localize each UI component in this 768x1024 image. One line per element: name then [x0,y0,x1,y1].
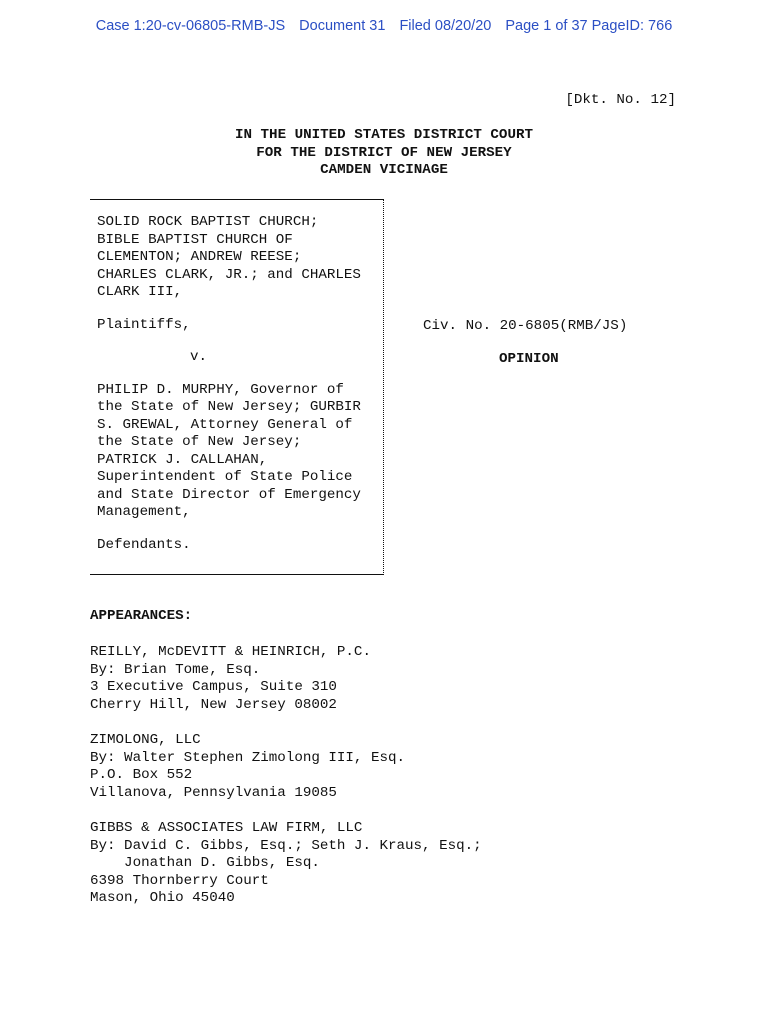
appearances-heading: APPEARANCES: [90,608,193,624]
filing-header [0,18,768,34]
defendants-label: Defendants. [97,536,191,553]
court-line-3: CAMDEN VICINAGE [320,162,448,178]
counsel-block-gibbs [90,820,482,908]
defendant-line: Management, [97,504,191,520]
counsel-address: P.O. Box 552 [90,767,193,783]
counsel-firm: ZIMOLONG, LLC [90,732,201,748]
plaintiff-line: BIBLE BAPTIST CHURCH OF [97,231,293,248]
versus-label: v. [190,349,208,365]
defendant-line: the State of New Jersey; GURBIR [97,399,361,415]
court-heading [0,127,768,180]
caption-text [97,214,361,554]
counsel-city: Villanova, Pennsylvania 19085 [90,784,337,801]
defendant-line: PHILIP D. MURPHY, Governor of [97,381,344,398]
counsel-firm: GIBBS & ASSOCIATES LAW FIRM, LLC [90,820,363,836]
counsel-attorney: By: David C. Gibbs, Esq.; Seth J. Kraus, Esq.; [90,837,482,854]
counsel-address: 6398 Thornberry Court [90,872,269,889]
plaintiff-line: SOLID ROCK BAPTIST CHURCH; [97,214,319,230]
plaintiff-line: CLEMENTON; ANDREW REESE; [97,249,302,265]
counsel-attorney-cont: Jonathan D. Gibbs, Esq. [90,855,320,871]
defendant-line: the State of New Jersey; [97,434,302,450]
page-info: Page 1 of 37 PageID: 766 [505,18,673,34]
plaintiff-line: CLARK III, [97,284,183,300]
counsel-block-reilly [90,644,371,714]
counsel-city: Mason, Ohio 45040 [90,890,235,906]
defendant-line: S. GREWAL, Attorney General of [97,416,353,433]
case-caption-box [90,199,384,575]
counsel-attorney: By: Brian Tome, Esq. [90,661,261,678]
plaintiff-line: CHARLES CLARK, JR.; and CHARLES [97,266,361,283]
document-number: Document 31 [299,18,386,34]
filed-date: Filed 08/20/20 [399,18,492,34]
court-line-2: FOR THE DISTRICT OF NEW JERSEY [256,144,512,161]
defendant-line: and State Director of Emergency [97,486,361,503]
defendant-line: PATRICK J. CALLAHAN, [97,451,268,468]
court-line-1: IN THE UNITED STATES DISTRICT COURT [235,127,533,143]
case-number: Case 1:20-cv-06805-RMB-JS [95,18,286,34]
docket-reference: [Dkt. No. 12] [565,92,676,108]
counsel-city: Cherry Hill, New Jersey 08002 [90,696,337,713]
defendant-line: Superintendent of State Police [97,469,353,485]
counsel-block-zimolong [90,732,405,802]
counsel-firm: REILLY, McDEVITT & HEINRICH, P.C. [90,644,371,660]
civil-number: Civ. No. 20-6805(RMB/JS) [423,318,628,334]
counsel-address: 3 Executive Campus, Suite 310 [90,679,337,695]
counsel-attorney: By: Walter Stephen Zimolong III, Esq. [90,749,406,766]
plaintiffs-label: Plaintiffs, [97,316,191,333]
opinion-title: OPINION [499,351,559,367]
